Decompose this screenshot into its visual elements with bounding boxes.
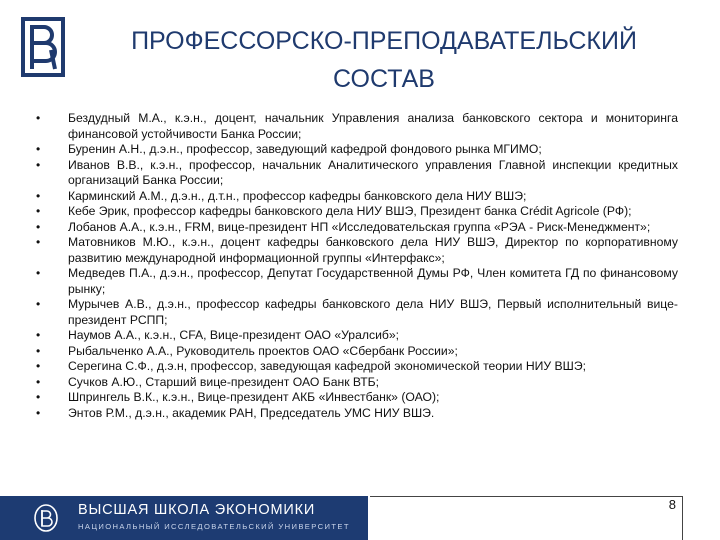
page-number: 8	[668, 497, 676, 512]
list-item-text: Рыбальченко А.А., Руководитель проектов ОАО «Сбербанк России»;	[68, 343, 458, 358]
bullet-icon: •	[36, 374, 41, 389]
page-title-line-2: СОСТАВ	[333, 65, 435, 93]
bullet-icon: •	[36, 405, 41, 420]
list-item-text: Медведев П.А., д.э.н., профессор, Депутат Государственной Думы РФ, Член комитета ГД по финансовому рынку;	[68, 266, 678, 296]
bullet-icon: •	[36, 188, 41, 203]
list-item-text: Шпрингель В.К., к.э.н., Вице-президент АКБ «Инвестбанк» (ОАО);	[68, 390, 440, 404]
list-item-text: Буренин А.Н., д.э.н., профессор, заведующий кафедрой фондового рынка МГИМО;	[68, 142, 542, 156]
hse-footer-logo-icon	[34, 504, 58, 532]
list-item	[36, 328, 678, 344]
footer-band	[0, 496, 368, 540]
list-item	[36, 266, 678, 297]
list-item-text: Наумов А.А., к.э.н., CFA, Вице-президент ОАО «Уралсиб»;	[68, 328, 400, 342]
bullet-icon: •	[36, 204, 41, 218]
faculty-list	[36, 111, 678, 421]
list-item	[36, 297, 678, 328]
footer-subtitle: НАЦИОНАЛЬНЫЙ ИССЛЕДОВАТЕЛЬСКИЙ УНИВЕРСИТЕТ	[78, 522, 350, 531]
list-item-text: Бездудный М.А., к.э.н., доцент, начальник Управления анализа банковского сектора и мониторинга финансовой устойчивости Банка России;	[68, 111, 678, 141]
hse-logo-icon	[18, 14, 68, 80]
list-item-text: Иванов В.В., к.э.н., профессор, начальник Аналитического управления Главной инспекции кредитных организаций Банка России;	[68, 157, 678, 187]
list-item	[36, 204, 678, 220]
list-item	[36, 142, 678, 158]
list-item	[36, 220, 678, 236]
list-item	[36, 189, 678, 205]
list-item	[36, 344, 678, 360]
page-title-line-1: ПРОФЕССОРСКО-ПРЕПОДАВАТЕЛЬСКИЙ	[131, 27, 637, 55]
list-item	[36, 375, 678, 391]
list-item-text: Матовников М.Ю., к.э.н., доцент кафедры банковского дела НИУ ВШЭ, Директор по корпоративному развитию международной информационной группы «Интерфакс»;	[68, 235, 678, 265]
list-item	[36, 406, 678, 422]
bullet-icon: •	[36, 157, 41, 172]
bullet-icon: •	[36, 390, 41, 404]
bullet-icon: •	[36, 111, 41, 125]
list-item	[36, 235, 678, 266]
bullet-icon: •	[36, 266, 41, 280]
bullet-icon: •	[36, 235, 41, 249]
bullet-icon: •	[36, 142, 41, 156]
list-item-text: Кебе Эрик, профессор кафедры банковского дела НИУ ВШЭ, Президент банка Crédit Agricole (РФ);	[68, 204, 632, 218]
bullet-icon: •	[36, 297, 41, 311]
list-item	[36, 111, 678, 142]
list-item	[36, 158, 678, 189]
list-item-text: Лобанов А.А., к.э.н., FRM, вице-президент НП «Исследовательская группа «РЭА - Риск-Менеджмент»;	[68, 219, 651, 234]
bullet-icon: •	[36, 219, 41, 234]
page-number-box	[370, 496, 683, 540]
list-item-text: Карминский А.М., д.э.н., д.т.н., профессор кафедры банковского дела НИУ ВШЭ;	[68, 188, 527, 203]
list-item	[36, 390, 678, 406]
list-item-text: Сучков А.Ю., Старший вице-президент ОАО Банк ВТБ;	[68, 374, 380, 389]
footer-title: ВЫСШАЯ ШКОЛА ЭКОНОМИКИ	[78, 502, 316, 518]
bullet-icon: •	[36, 359, 41, 373]
list-item-text: Мурычев А.В., д.э.н., профессор кафедры банковского дела НИУ ВШЭ, Первый исполнительный вице-президент РСПП;	[68, 297, 678, 327]
bullet-icon: •	[36, 343, 41, 358]
list-item	[36, 359, 678, 375]
bullet-icon: •	[36, 328, 41, 342]
list-item-text: Энтов Р.М., д.э.н., академик РАН, Председатель УМС НИУ ВШЭ.	[68, 405, 435, 420]
list-item-text: Серегина С.Ф., д.э.н, профессор, заведующая кафедрой экономической теории НИУ ВШЭ;	[68, 359, 586, 373]
footer	[0, 496, 720, 540]
page-title	[80, 22, 688, 98]
